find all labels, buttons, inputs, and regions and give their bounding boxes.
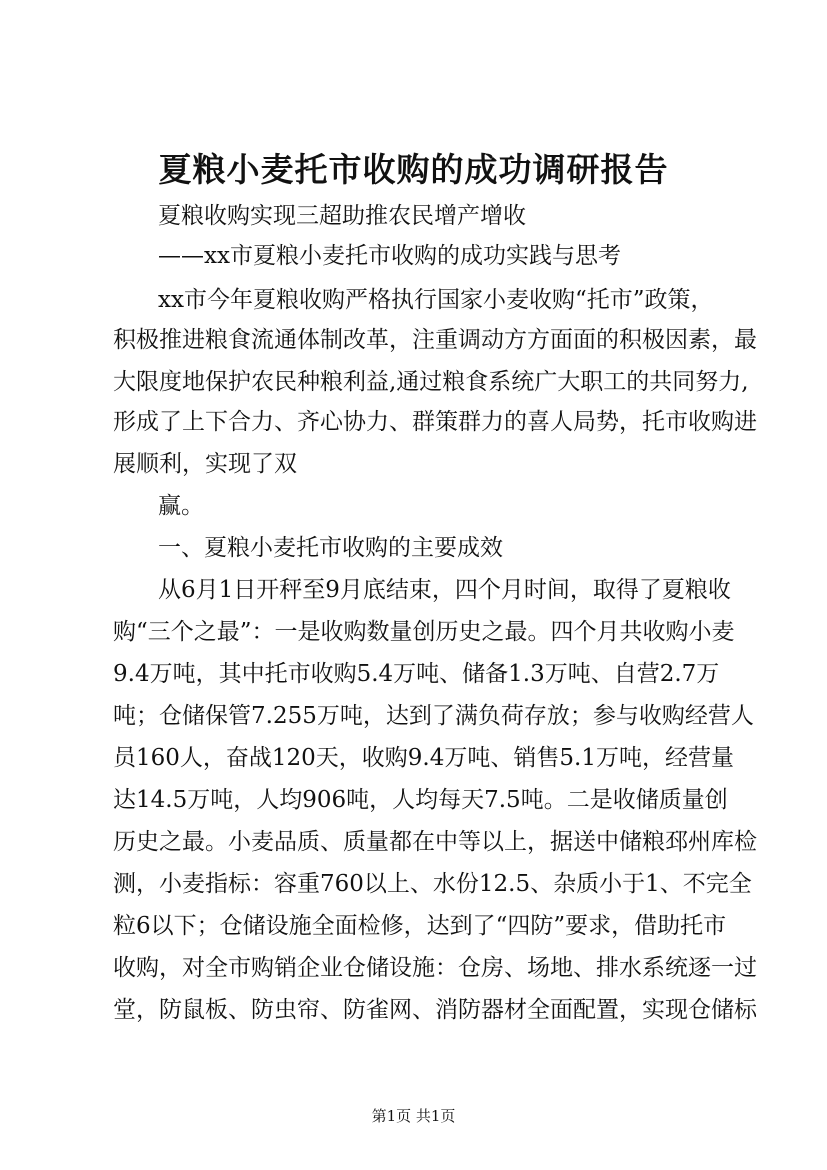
paragraph-line: 吨；仓储保管7.255万吨，达到了满负荷存放；参与收购经营人 [113,703,754,729]
paragraph-line: 历史之最。小麦品质、质量都在中等以上，据送中储粮邳州库检 [113,829,757,855]
paragraph-line: 堂，防鼠板、防虫帘、防雀网、消防器材全面配置，实现仓储标 [113,997,757,1023]
paragraph-line: 购“三个之最”：一是收购数量创历史之最。四个月共收购小麦 [113,619,735,645]
paragraph-line: xx市今年夏粮收购严格执行国家小麦收购“托市”政策， [158,287,714,313]
paragraph-line: 收购，对全市购销企业仓储设施：仓房、场地、排水系统逐一过 [113,955,757,981]
paragraph-line: 员160人，奋战120天，收购9.4万吨、销售5.1万吨，经营量 [113,745,734,771]
paragraph-line: 大限度地保护农民种粮利益,通过粮食系统广大职工的共同努力, [113,369,749,395]
subtitle-line: ——xx市夏粮小麦托市收购的成功实践与思考 [158,243,621,269]
document-title: 夏粮小麦托市收购的成功调研报告 [158,150,669,189]
paragraph-line: 展顺利，实现了双 [113,451,297,477]
paragraph-line: 测，小麦指标：容重760以上、水份12.5、杂质小于1、不完全 [113,871,752,897]
paragraph-line: 从6月1日开秤至9月底结束，四个月时间，取得了夏粮收 [158,577,731,603]
paragraph-line: 赢。 [158,493,204,519]
subtitle-line: 夏粮收购实现三超助推农民增产增收 [158,203,526,229]
page-footer: 第1页 共1页 [371,1107,456,1125]
paragraph-line: 形成了上下合力、齐心协力、群策群力的喜人局势，托市收购进 [113,409,757,435]
paragraph-line: 粒6以下；仓储设施全面检修，达到了“四防”要求，借助托市 [113,913,727,939]
paragraph-line: 9.4万吨，其中托市收购5.4万吨、储备1.3万吨、自营2.7万 [113,661,720,687]
paragraph-line: 达14.5万吨，人均906吨，人均每天7.5吨。二是收储质量创 [113,787,728,813]
section-heading: 一、夏粮小麦托市收购的主要成效 [158,535,503,561]
paragraph-line: 积极推进粮食流通体制改革，注重调动方方面面的积极因素，最 [113,327,757,353]
